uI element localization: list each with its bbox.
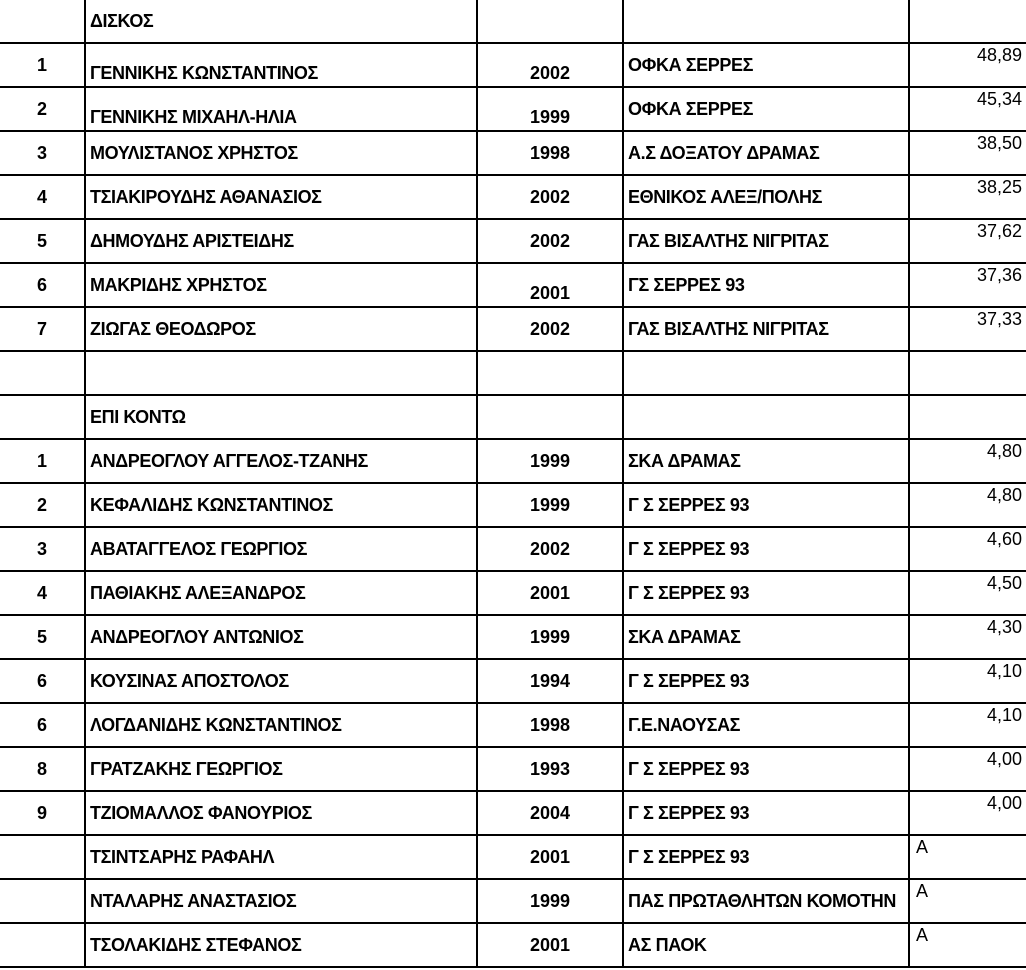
table-row: [0, 484, 1026, 528]
section-header-row: [0, 0, 1026, 44]
cell-mark[interactable]: [908, 0, 1026, 42]
cell-year[interactable]: 2001: [476, 836, 622, 878]
cell-name[interactable]: ΚΟΥΣΙΝΑΣ ΑΠΟΣΤΟΛΟΣ: [84, 660, 476, 702]
cell-place[interactable]: 4: [36, 187, 47, 207]
cell-club[interactable]: [622, 352, 910, 394]
cell-name[interactable]: ΑΒΑΤΑΓΓΕΛΟΣ ΓΕΩΡΓΙΟΣ: [84, 528, 476, 570]
cell-place[interactable]: 6: [36, 715, 47, 735]
table-row: [0, 176, 1026, 220]
cell-name[interactable]: ΓΕΝΝΙΚΗΣ ΜΙΧΑΗΛ-ΗΛΙΑ: [84, 88, 476, 130]
cell-place[interactable]: 1: [36, 55, 47, 75]
cell-year[interactable]: 2002: [476, 308, 622, 350]
cell-place[interactable]: 5: [36, 231, 47, 251]
section-title-discus[interactable]: ΔΙΣΚΟΣ: [84, 0, 476, 42]
table-row: [0, 616, 1026, 660]
cell-club[interactable]: ΟΦΚΑ ΣΕΡΡΕΣ: [622, 44, 910, 86]
cell-club[interactable]: Γ Σ ΣΕΡΡΕΣ 93: [622, 528, 910, 570]
cell-club[interactable]: ΠΑΣ ΠΡΩΤΑΘΛΗΤΩΝ ΚΟΜΟΤΗΝ: [622, 880, 910, 922]
cell-club[interactable]: Γ Σ ΣΕΡΡΕΣ 93: [622, 484, 910, 526]
table-row: [0, 44, 1026, 88]
cell-year[interactable]: 2004: [476, 792, 622, 834]
cell-year[interactable]: 1999: [476, 88, 622, 130]
cell-mark[interactable]: 48,89: [908, 44, 1026, 86]
cell-name[interactable]: ΤΣΙΝΤΣΑΡΗΣ ΡΑΦΑΗΛ: [84, 836, 476, 878]
cell-mark[interactable]: 4,10: [908, 704, 1026, 746]
table-row: [0, 924, 1026, 968]
cell-mark[interactable]: Α: [908, 836, 1026, 878]
cell-mark[interactable]: 4,10: [908, 660, 1026, 702]
cell-place[interactable]: [0, 924, 84, 966]
table-row: [0, 264, 1026, 308]
cell-place[interactable]: 5: [36, 627, 47, 647]
cell-name[interactable]: ΑΝΔΡΕΟΓΛΟΥ ΑΓΓΕΛΟΣ-ΤΖΑΝΗΣ: [84, 440, 476, 482]
cell-year[interactable]: 2001: [476, 924, 622, 966]
table-row: [0, 836, 1026, 880]
table-row: [0, 748, 1026, 792]
section-header-row: [0, 396, 1026, 440]
cell-mark[interactable]: [908, 352, 1026, 394]
cell-place[interactable]: [0, 352, 84, 394]
cell-mark[interactable]: [908, 396, 1026, 438]
cell-club[interactable]: ΓΑΣ ΒΙΣΑΛΤΗΣ ΝΙΓΡΙΤΑΣ: [622, 308, 910, 350]
cell-place[interactable]: 3: [36, 539, 47, 559]
cell-name[interactable]: ΓΡΑΤΖΑΚΗΣ ΓΕΩΡΓΙΟΣ: [84, 748, 476, 790]
cell-place[interactable]: 7: [36, 319, 47, 339]
cell-name[interactable]: ΝΤΑΛΑΡΗΣ ΑΝΑΣΤΑΣΙΟΣ: [84, 880, 476, 922]
cell-place[interactable]: 4: [36, 583, 47, 603]
cell-year[interactable]: 2001: [476, 264, 622, 306]
cell-place[interactable]: [0, 880, 84, 922]
cell-name[interactable]: ΤΣΟΛΑΚΙΔΗΣ ΣΤΕΦΑΝΟΣ: [84, 924, 476, 966]
cell-name[interactable]: ΠΑΘΙΑΚΗΣ ΑΛΕΞΑΝΔΡΟΣ: [84, 572, 476, 614]
cell-name[interactable]: ΜΟΥΛΙΣΤΑΝΟΣ ΧΡΗΣΤΟΣ: [84, 132, 476, 174]
cell-place[interactable]: 6: [36, 671, 47, 691]
cell-mark[interactable]: 4,00: [908, 792, 1026, 834]
section-title-pole-vault[interactable]: ΕΠΙ ΚΟΝΤΩ: [84, 396, 476, 438]
cell-mark[interactable]: 45,34: [908, 88, 1026, 130]
table-row: [0, 572, 1026, 616]
cell-mark[interactable]: 37,62: [908, 220, 1026, 262]
cell-year[interactable]: 1993: [476, 748, 622, 790]
cell-name[interactable]: ΛΟΓΔΑΝΙΔΗΣ ΚΩΝΣΤΑΝΤΙΝΟΣ: [84, 704, 476, 746]
table-row: [0, 308, 1026, 352]
cell-club[interactable]: ΓΣ ΣΕΡΡΕΣ 93: [622, 264, 910, 306]
cell-mark[interactable]: 4,50: [908, 572, 1026, 614]
cell-place[interactable]: [0, 0, 84, 42]
cell-club[interactable]: Α.Σ ΔΟΞΑΤΟΥ ΔΡΑΜΑΣ: [622, 132, 910, 174]
table-row: [0, 132, 1026, 176]
cell-name[interactable]: ΤΖΙΟΜΑΛΛΟΣ ΦΑΝΟΥΡΙΟΣ: [84, 792, 476, 834]
table-row: [0, 88, 1026, 132]
cell-year[interactable]: 2002: [476, 528, 622, 570]
cell-club[interactable]: [622, 396, 910, 438]
cell-place[interactable]: 1: [36, 451, 47, 471]
cell-year[interactable]: 2001: [476, 572, 622, 614]
cell-year[interactable]: 2002: [476, 44, 622, 86]
cell-club[interactable]: Γ Σ ΣΕΡΡΕΣ 93: [622, 748, 910, 790]
cell-year[interactable]: [476, 0, 622, 42]
table-row: [0, 660, 1026, 704]
cell-name[interactable]: ΜΑΚΡΙΔΗΣ ΧΡΗΣΤΟΣ: [84, 264, 476, 306]
cell-club[interactable]: ΑΣ ΠΑΟΚ: [622, 924, 910, 966]
cell-club[interactable]: Γ Σ ΣΕΡΡΕΣ 93: [622, 792, 910, 834]
cell-place[interactable]: 2: [36, 99, 47, 119]
cell-club[interactable]: Γ Σ ΣΕΡΡΕΣ 93: [622, 572, 910, 614]
cell-club[interactable]: ΕΘΝΙΚΟΣ ΑΛΕΞ/ΠΟΛΗΣ: [622, 176, 910, 218]
table-row: [0, 704, 1026, 748]
cell-mark[interactable]: 38,25: [908, 176, 1026, 218]
table-row: [0, 880, 1026, 924]
cell-place[interactable]: 2: [36, 495, 47, 515]
cell-place[interactable]: [0, 836, 84, 878]
cell-year[interactable]: [476, 396, 622, 438]
cell-year[interactable]: 1999: [476, 484, 622, 526]
cell-place[interactable]: 3: [36, 143, 47, 163]
cell-mark[interactable]: Α: [908, 924, 1026, 966]
cell-mark[interactable]: 4,80: [908, 484, 1026, 526]
cell-name[interactable]: ΓΕΝΝΙΚΗΣ ΚΩΝΣΤΑΝΤΙΝΟΣ: [84, 44, 476, 86]
cell-mark[interactable]: 4,30: [908, 616, 1026, 658]
cell-name[interactable]: [84, 352, 476, 394]
cell-year[interactable]: 2002: [476, 176, 622, 218]
cell-place[interactable]: 9: [36, 803, 47, 823]
cell-place[interactable]: 6: [36, 275, 47, 295]
cell-club[interactable]: ΓΑΣ ΒΙΣΑΛΤΗΣ ΝΙΓΡΙΤΑΣ: [622, 220, 910, 262]
cell-mark[interactable]: Α: [908, 880, 1026, 922]
cell-name[interactable]: ΔΗΜΟΥΔΗΣ ΑΡΙΣΤΕΙΔΗΣ: [84, 220, 476, 262]
cell-name[interactable]: ΚΕΦΑΛΙΔΗΣ ΚΩΝΣΤΑΝΤΙΝΟΣ: [84, 484, 476, 526]
cell-mark[interactable]: 37,36: [908, 264, 1026, 306]
table-row: [0, 528, 1026, 572]
cell-name[interactable]: ΖΙΩΓΑΣ ΘΕΟΔΩΡΟΣ: [84, 308, 476, 350]
table-row: [0, 792, 1026, 836]
cell-club[interactable]: [622, 0, 910, 42]
cell-club[interactable]: Γ Σ ΣΕΡΡΕΣ 93: [622, 836, 910, 878]
cell-name[interactable]: ΑΝΔΡΕΟΓΛΟΥ ΑΝΤΩΝΙΟΣ: [84, 616, 476, 658]
cell-year[interactable]: 1998: [476, 704, 622, 746]
cell-club[interactable]: Γ.Ε.ΝΑΟΥΣΑΣ: [622, 704, 910, 746]
cell-year[interactable]: [476, 352, 622, 394]
empty-row: [0, 352, 1026, 396]
cell-place[interactable]: [0, 396, 84, 438]
cell-year[interactable]: 1999: [476, 880, 622, 922]
cell-mark[interactable]: 38,50: [908, 132, 1026, 174]
cell-club[interactable]: Γ Σ ΣΕΡΡΕΣ 93: [622, 660, 910, 702]
cell-club[interactable]: ΣΚΑ ΔΡΑΜΑΣ: [622, 440, 910, 482]
cell-year[interactable]: 1998: [476, 132, 622, 174]
table-row: [0, 440, 1026, 484]
table-row: [0, 220, 1026, 264]
cell-club[interactable]: ΣΚΑ ΔΡΑΜΑΣ: [622, 616, 910, 658]
cell-year[interactable]: 1999: [476, 440, 622, 482]
cell-mark[interactable]: 37,33: [908, 308, 1026, 350]
cell-year[interactable]: 2002: [476, 220, 622, 262]
cell-mark[interactable]: 4,80: [908, 440, 1026, 482]
cell-club[interactable]: ΟΦΚΑ ΣΕΡΡΕΣ: [622, 88, 910, 130]
cell-year[interactable]: 1994: [476, 660, 622, 702]
cell-place[interactable]: 8: [36, 759, 47, 779]
cell-year[interactable]: 1999: [476, 616, 622, 658]
cell-mark[interactable]: 4,60: [908, 528, 1026, 570]
cell-mark[interactable]: 4,00: [908, 748, 1026, 790]
cell-name[interactable]: ΤΣΙΑΚΙΡΟΥΔΗΣ ΑΘΑΝΑΣΙΟΣ: [84, 176, 476, 218]
